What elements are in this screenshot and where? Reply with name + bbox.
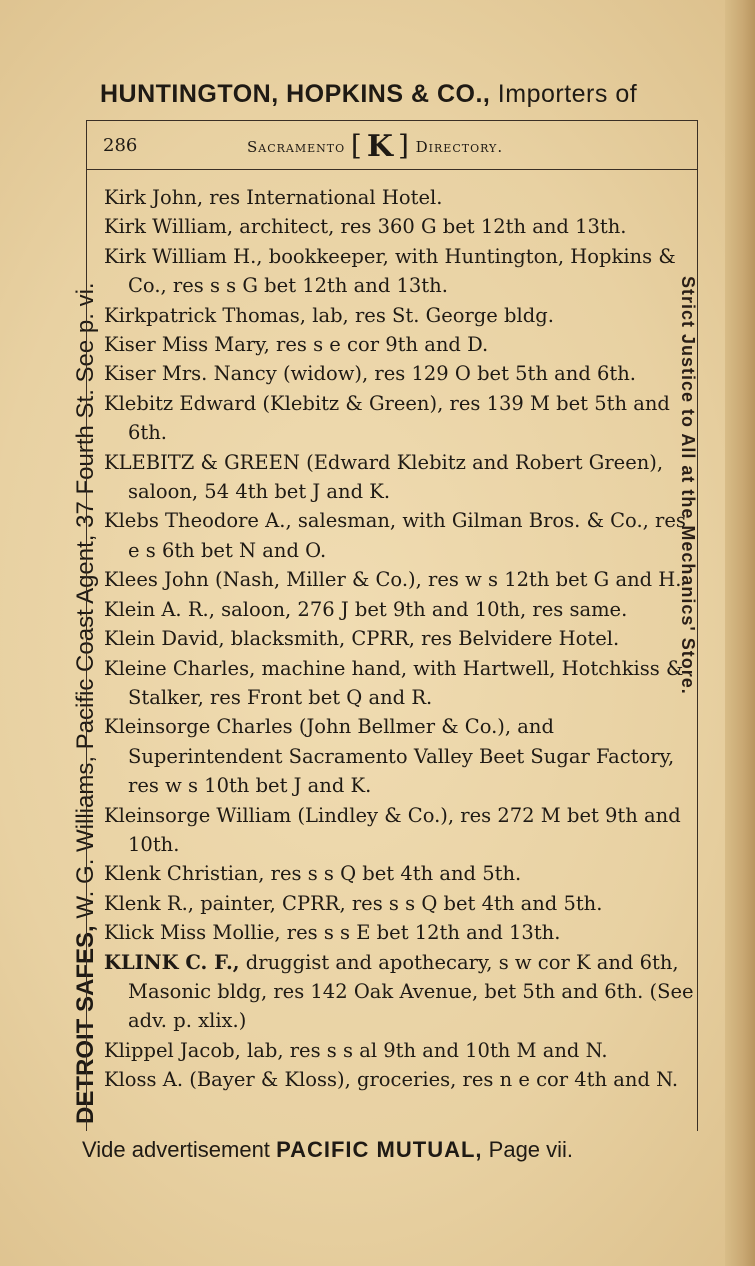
directory-entry [104,918,694,947]
bottom-advertisement [82,1137,722,1163]
directory-entry [104,301,694,330]
directory-entry [104,330,694,359]
firm-tagline: Importers of [497,80,638,108]
directory-entry [104,242,694,301]
directory-entry [104,889,694,918]
directory-frame [86,120,698,1131]
entry-name: Klenk Christian, [104,862,265,886]
directory-entry [104,1036,694,1065]
entry-name: KLEBITZ & GREEN [104,450,300,474]
directory-entry [104,212,694,241]
entry-details: lab, res s s al 9th and 10th M and N. [240,1038,608,1062]
entry-details: druggist and apothecary, s w cor K and 6th, Masonic bldg, res 142 Oak Avenue, bet 5th and 6th. (See adv. p. xlix.) [128,950,694,1033]
entry-details: machine hand, with Hartwell, Hotchkiss & Stalker, res Front bet Q and R. [128,656,684,709]
directory-entry [104,595,694,624]
entry-details: (Nash, Miller & Co.), res w s 12th bet G and H. [208,568,682,592]
directory-entry [104,565,694,594]
entry-details: architect, res 360 G bet 12th and 13th. [233,215,627,239]
top-advertisement [100,80,700,109]
entry-name: Kirkpatrick Thomas, [104,303,307,327]
entry-name: Klebitz Edward [104,391,257,415]
directory-entry [104,1065,694,1094]
entry-details: saloon, 276 J bet 9th and 10th, res same. [214,597,628,621]
entry-details: painter, CPRR, res s s Q bet 4th and 5th. [194,891,603,915]
entry-name: Klein David, [104,627,225,651]
entry-details: lab, res St. George bldg. [306,303,554,327]
entry-details: (Klebitz & Green), res 139 M bet 5th and 6th. [128,391,670,445]
section-letter: K [366,129,394,164]
running-header [87,121,697,170]
page-number: 286 [103,135,138,156]
entry-details: bookkeeper, with Huntington, Hopkins & Co., res s s G bet 12th and 13th. [128,244,676,298]
running-title-right: Directory. [415,138,504,156]
entry-name: Kirk William, [104,215,234,239]
directory-entry [104,948,694,1036]
directory-entry [104,359,694,388]
entry-name: Kiser Miss Mary, [104,333,270,357]
entry-details: (John Bellmer & Co.), and Superintendent Sacramento Valley Beet Sugar Factory, res w s 10th bet J and K. [128,715,675,798]
entry-name: Kirk John, [104,186,204,209]
running-title [247,129,503,164]
entry-details: blacksmith, CPRR, res Belvidere Hotel. [224,627,620,651]
page-edge [725,0,755,1266]
bracket-close: ] [397,129,410,162]
entry-name: Klein A. R., [104,597,215,621]
footer-suffix: Page vii. [488,1137,574,1162]
footer-prefix: Vide advertisement [82,1137,270,1162]
entry-details: salesman, with Gilman Bros. & Co., res e s 6th bet N and O. [128,509,686,562]
directory-entry [104,624,694,653]
entry-details: (widow), res 129 O bet 5th and 6th. [276,362,636,386]
directory-entry [104,801,694,860]
entry-details: (Edward Klebitz and Robert Green), saloon, 54 4th bet J and K. [128,450,664,504]
footer-bold: PACIFIC MUTUAL, [276,1137,483,1162]
entry-details: (Bayer & Kloss), groceries, res n e cor 4th and N. [183,1068,679,1092]
entry-name: Kleine Charles, [104,656,256,680]
entry-name: Klebs Theodore A., [104,509,292,533]
directory-entry [104,859,694,888]
entry-name: Kleinsorge William [104,803,292,827]
entry-name: Klenk R., [104,891,194,915]
entry-details: res s s E bet 12th and 13th. [280,921,561,945]
left-ad-bold: DETROIT SAFES, [72,925,99,1124]
directory-entry [104,712,694,800]
directory-entries [104,183,694,1095]
directory-entry [104,448,694,507]
directory-entry [104,183,694,212]
entry-name: Klees John [104,568,209,592]
entry-name: Kloss A. [104,1068,184,1092]
directory-entry [104,506,694,565]
directory-entry [104,654,694,713]
right-margin-advertisement: Strict Justice to All at the Mechanics' Store. [678,276,698,695]
entry-details: (Lindley & Co.), res 272 M bet 9th and 10th. [128,803,681,856]
entry-details: res s s Q bet 4th and 5th. [264,862,522,886]
entry-details: res International Hotel. [203,186,443,209]
entry-name: KLINK C. F., [104,950,240,974]
running-title-left: Sacramento [247,138,346,156]
entry-name: Kleinsorge Charles [104,715,293,739]
entry-name: Klick Miss Mollie, [104,921,281,945]
entry-name: Klippel Jacob, [104,1038,241,1062]
directory-entry [104,389,694,448]
entry-name: Kirk William H., [104,244,263,268]
bracket-open: [ [350,129,363,162]
firm-name: HUNTINGTON, HOPKINS & CO., [100,80,491,108]
entry-name: Kiser Mrs. Nancy [104,362,277,386]
left-ad-text: W. G. Williams, Pacific Coast Agent, 37 Fourth St. See p. vi. [72,282,99,919]
entry-details: res s e cor 9th and D. [269,333,489,357]
